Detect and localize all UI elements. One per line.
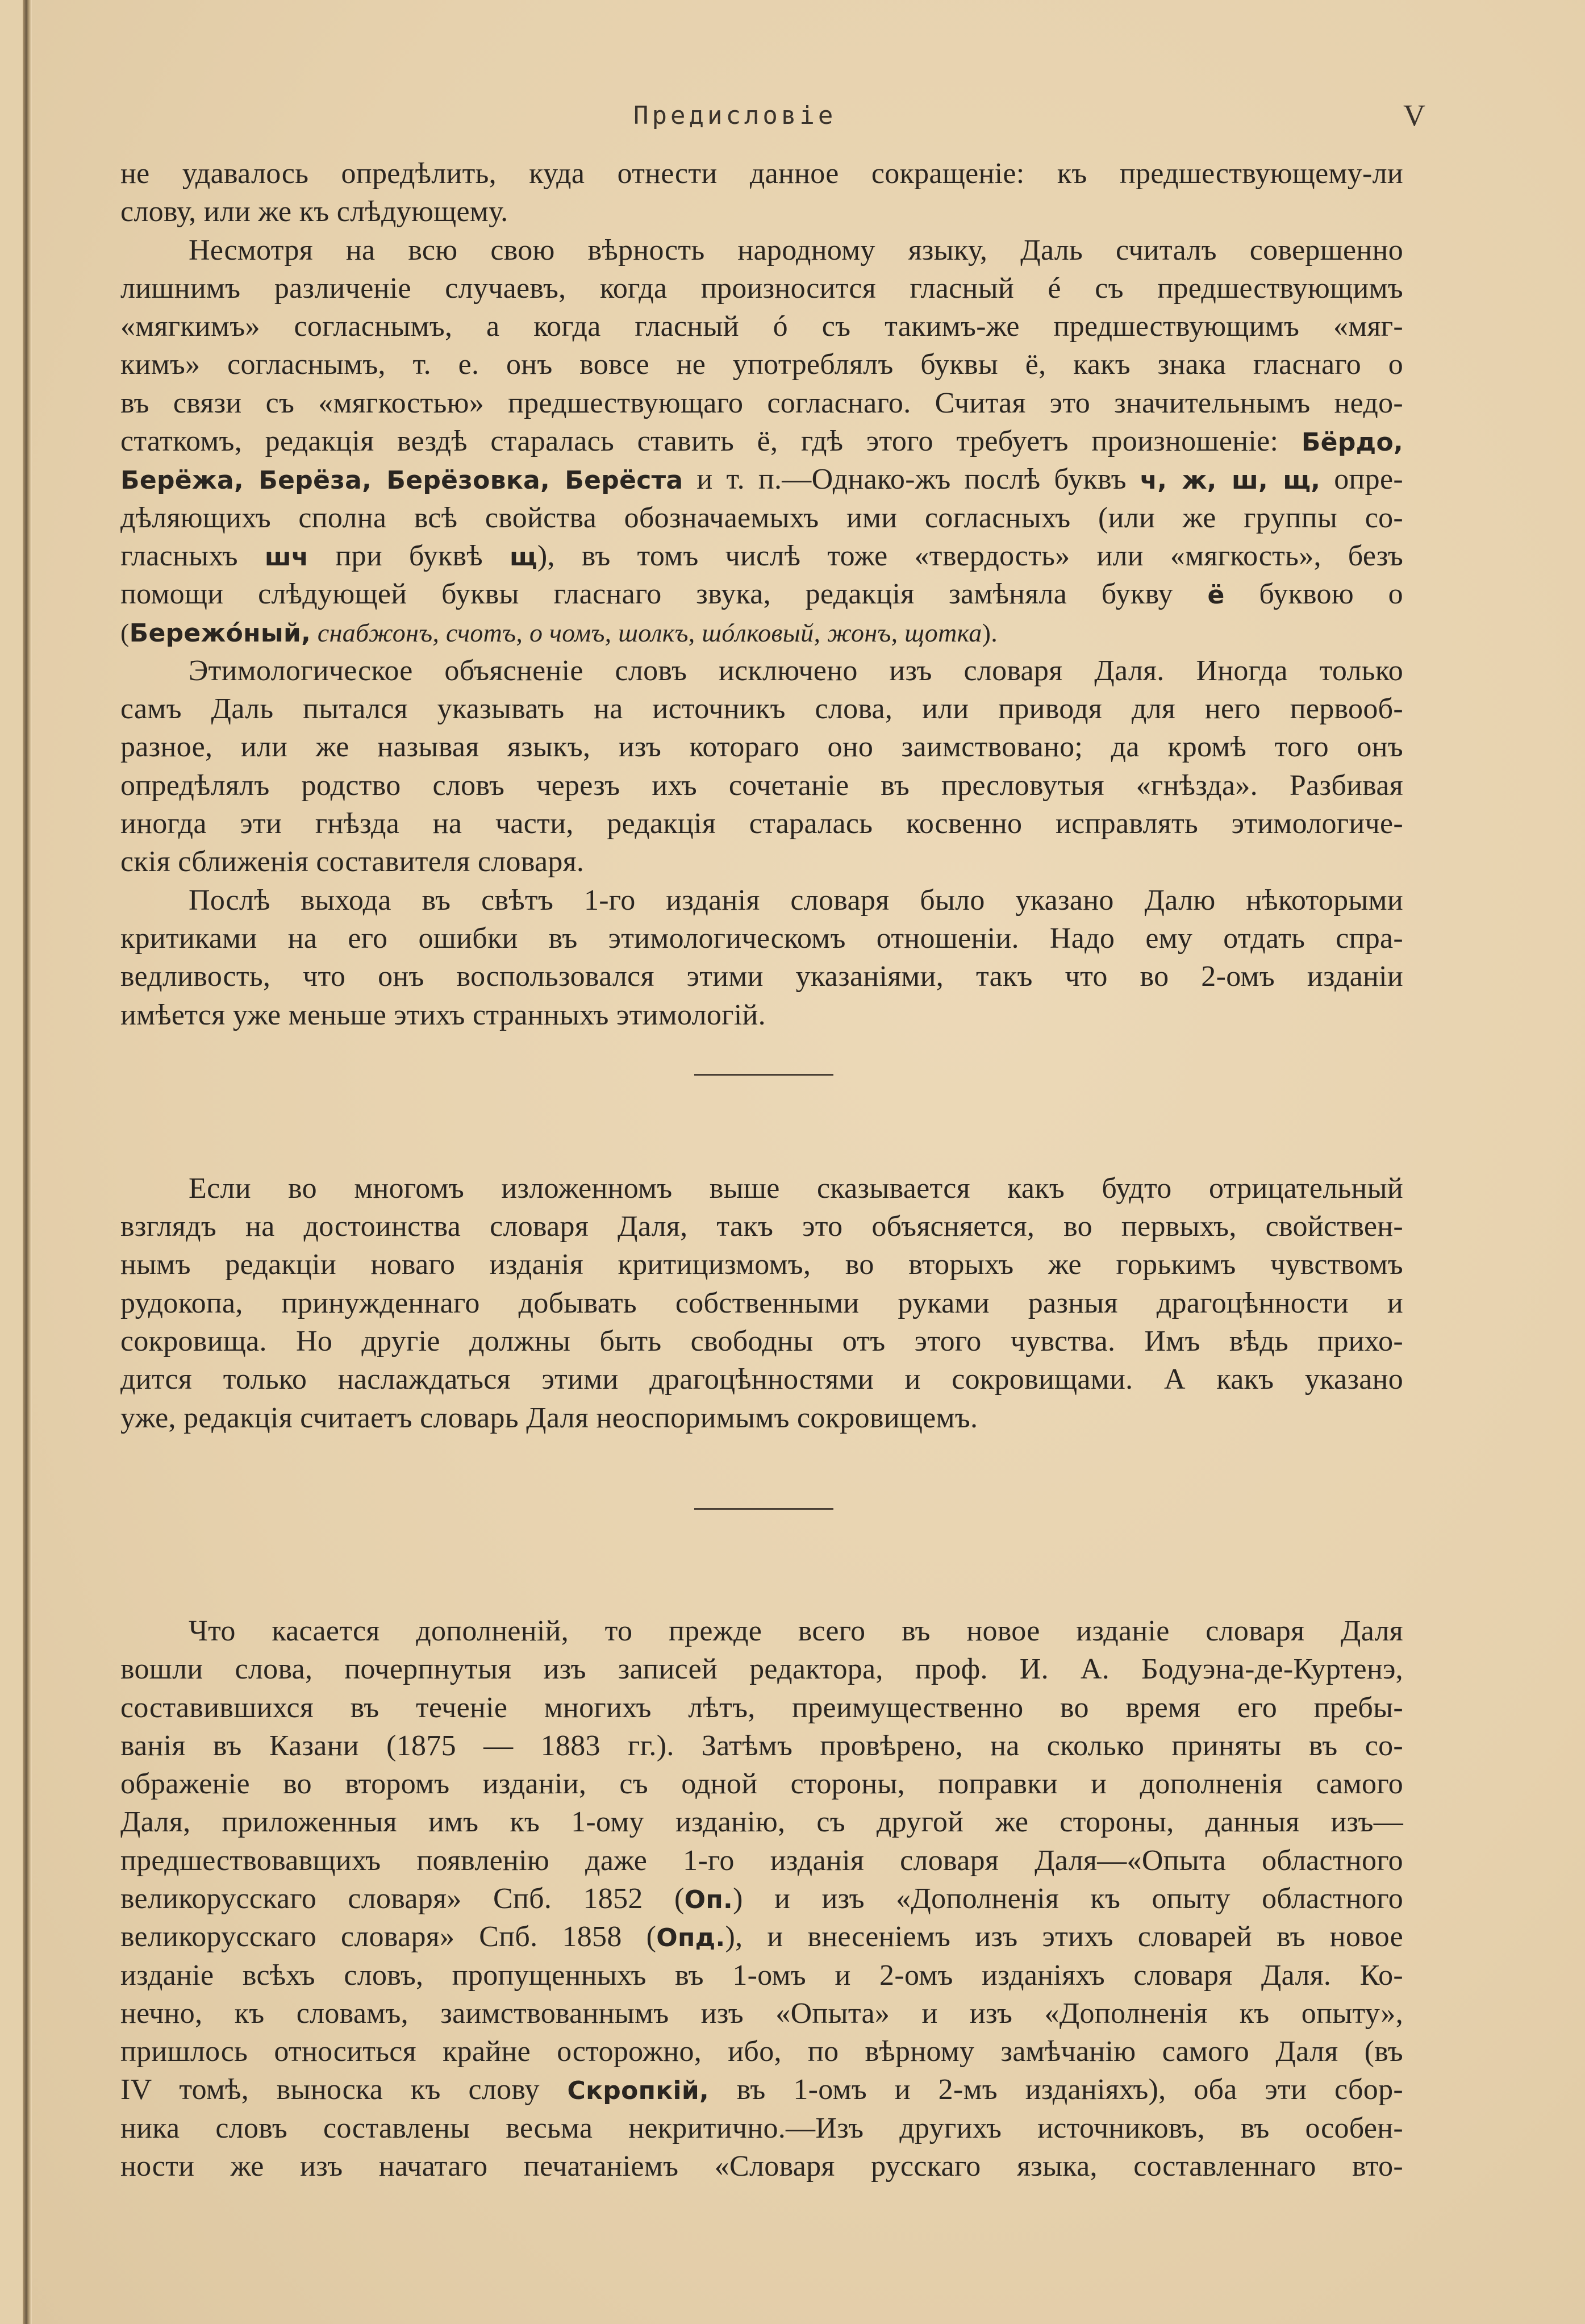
italic-examples: снабжонъ, счотъ, о чомъ, шолкъ, шóлковый, жонъ, щотка bbox=[311, 618, 982, 647]
text-line: вошли слова, почерпнутыя изъ записей редактора, проф. И. А. Бодуэна-де-Куртенэ, bbox=[120, 1653, 1403, 1686]
text-line: не удавалось опредѣлить, куда отнести данное сокращеніе: къ предшествующему-ли bbox=[120, 157, 1403, 190]
text-line: составившихся въ теченіе многихъ лѣтъ, преимущественно во время его пребы- bbox=[120, 1691, 1403, 1724]
text-line: опредѣлялъ родство словъ черезъ ихъ сочетаніе въ пресловутыя «гнѣзда». Разбивая bbox=[120, 769, 1403, 802]
text-line bbox=[120, 422, 1403, 460]
text-line bbox=[120, 2071, 1403, 2109]
bold-headword: Скропкій, bbox=[567, 2076, 710, 2106]
bold-letters: шч bbox=[264, 542, 309, 572]
text-line: ности же изъ начатаго печатаніемъ «Словаря русскаго языка, составленнаго вто- bbox=[120, 2150, 1403, 2183]
text-span: ). bbox=[982, 618, 998, 647]
text-line: скія сближенія составителя словаря. bbox=[120, 846, 585, 878]
page-number: V bbox=[1403, 98, 1425, 132]
text-line: слову, или же къ слѣдующему. bbox=[120, 195, 508, 228]
text-line: имѣется уже меньше этихъ странныхъ этимологій. bbox=[120, 998, 766, 1031]
text-span: и т. п.—Однако-жъ послѣ буквъ bbox=[683, 463, 1140, 496]
text-line: дѣляющихъ сполна всѣ свойства обозначаемыхъ ими согласныхъ (или же группы со- bbox=[120, 501, 1403, 534]
text-line: разное, или же называя языкъ, изъ котораго оно заимствовано; да кромѣ того онъ bbox=[120, 731, 1403, 764]
text-line: изданіе всѣхъ словъ, пропущенныхъ въ 1-омъ и 2-омъ изданіяхъ словаря Даля. Ко- bbox=[120, 1959, 1403, 1992]
text-span: помощи слѣдующей буквы гласнаго звука, редакція замѣняла букву bbox=[120, 578, 1208, 611]
bold-headword: Бережóный, bbox=[129, 618, 311, 648]
text-span: ) и изъ «Дополненія къ опыту областного bbox=[733, 1882, 1403, 1915]
text-line: самъ Даль пытался указывать на источникъ слова, или приводя для него первооб- bbox=[120, 693, 1403, 726]
text-line: ника словъ составлены весьма некритично.—Изъ другихъ источниковъ, въ особен- bbox=[120, 2111, 1403, 2144]
text-span: ), въ томъ числѣ тоже «твердость» или «мягкость», безъ bbox=[537, 539, 1404, 572]
text-line: Этимологическое объясненіе словъ исключено изъ словаря Даля. Иногда только bbox=[189, 654, 1403, 687]
running-title: Предисловіе bbox=[633, 101, 837, 130]
body-text bbox=[120, 155, 1403, 2185]
text-span: великорусскаго словаря» Спб. 1858 ( bbox=[120, 1921, 657, 1954]
text-span: гласныхъ bbox=[120, 539, 265, 572]
text-line: ображеніе во второмъ изданіи, съ одной стороны, поправки и дополненія самого bbox=[120, 1768, 1403, 1801]
text-line: нечно, къ словамъ, заимствованнымъ изъ «Опыта» и изъ «Дополненія къ опыту», bbox=[120, 1997, 1403, 2030]
text-line: уже, редакція считаетъ словарь Даля неоспоримымъ сокровищемъ. bbox=[120, 1401, 978, 1434]
text-span: буквою о bbox=[1224, 578, 1403, 611]
spacer bbox=[120, 1437, 1403, 1508]
bold-abbrev: Опд. bbox=[656, 1923, 725, 1953]
text-span: ( bbox=[120, 618, 130, 647]
spacer bbox=[120, 1076, 1403, 1169]
text-line: предшествовавщихъ появленію даже 1-го изданія словаря Даля—«Опыта областного bbox=[120, 1844, 1403, 1877]
text-line: критиками на его ошибки въ этимологическомъ отношеніи. Надо ему отдать спра- bbox=[120, 922, 1403, 955]
facing-page-edge bbox=[0, 0, 23, 2324]
text-line: ведливость, что онъ воспользовался этими указаніями, такъ что во 2-омъ изданіи bbox=[120, 960, 1403, 993]
bold-letters: щ bbox=[509, 542, 537, 572]
bold-letters: ч, ж, ш, щ, bbox=[1140, 466, 1321, 495]
text-line: нымъ редакціи новаго изданія критицизмомъ, во вторыхъ же горькимъ чувствомъ bbox=[120, 1248, 1403, 1281]
text-span: великорусскаго словаря» Спб. 1852 ( bbox=[120, 1882, 685, 1915]
text-span: ), и внесеніемъ изъ этихъ словарей въ новое bbox=[725, 1921, 1403, 1954]
text-line bbox=[120, 1880, 1403, 1918]
text-line bbox=[120, 537, 1403, 575]
text-span: въ 1-омъ и 2-мъ изданіяхъ), оба эти сбор- bbox=[709, 2073, 1403, 2106]
bold-abbrev: Оп. bbox=[684, 1885, 733, 1914]
text-span: IV томѣ, выноска къ слову bbox=[120, 2073, 568, 2106]
text-line: Если во многомъ изложенномъ выше сказывается какъ будто отрицательный bbox=[189, 1172, 1403, 1205]
text-line: Несмотря на всю свою вѣрность народному языку, Даль считалъ совершенно bbox=[189, 234, 1403, 266]
text-line bbox=[120, 614, 1403, 652]
text-span: опре- bbox=[1320, 463, 1403, 496]
bold-headword: Бёрдо, bbox=[1301, 428, 1403, 457]
text-line: ванія въ Казани (1875 — 1883 гг.). Затѣмъ провѣрено, на сколько приняты въ со- bbox=[120, 1729, 1403, 1762]
text-line: кимъ» согласнымъ, т. е. онъ вовсе не употреблялъ буквы ё, какъ знака гласнаго о bbox=[120, 348, 1403, 381]
text-line: взглядъ на достоинства словаря Даля, такъ это объясняется, во первыхъ, свойствен- bbox=[120, 1210, 1403, 1243]
binding-shadow bbox=[23, 0, 31, 2324]
text-line: рудокопа, принужденнаго добывать собственными руками разныя драгоцѣнности и bbox=[120, 1286, 1403, 1319]
text-line bbox=[120, 1918, 1403, 1956]
text-line: иногда эти гнѣзда на части, редакція старалась косвенно исправлять этимологиче- bbox=[120, 807, 1403, 840]
running-head bbox=[0, 98, 1585, 135]
bold-headword: Берёжа, Берёза, Берёзовка, Берёста bbox=[120, 466, 683, 495]
text-span: статкомъ, редакція вездѣ старалась ставить ё, гдѣ этого требуетъ произношеніе: bbox=[120, 425, 1279, 458]
text-line bbox=[120, 460, 1403, 498]
text-line: въ связи съ «мягкостью» предшествующаго согласнаго. Считая это значительнымъ недо- bbox=[120, 386, 1403, 419]
text-line: пришлось относиться крайне осторожно, ибо, по вѣрному замѣчанію самого Даля (въ bbox=[120, 2035, 1403, 2068]
text-line: Что касается дополненій, то прежде всего въ новое изданіе словаря Даля bbox=[189, 1614, 1403, 1647]
text-line: лишнимъ различеніе случаевъ, когда произносится гласный é съ предшествующимъ bbox=[120, 272, 1403, 305]
text-line: дится только наслаждаться этими драгоцѣнностями и сокровищами. А какъ указано bbox=[120, 1363, 1403, 1396]
text-line: «мягкимъ» согласнымъ, а когда гласный ó съ такимъ-же предшествующимъ «мяг- bbox=[120, 310, 1403, 343]
text-span: при буквѣ bbox=[308, 539, 510, 572]
text-line: Даля, приложенныя имъ къ 1-ому изданію, съ другой же стороны, данныя изъ— bbox=[120, 1806, 1403, 1839]
bold-letters: ё bbox=[1207, 581, 1225, 610]
text-line: Послѣ выхода въ свѣтъ 1-го изданія словаря было указано Далю нѣкоторыми bbox=[189, 884, 1403, 917]
spacer bbox=[120, 1034, 1403, 1074]
text-line: сокровища. Но другіе должны быть свободны отъ этого чувства. Имъ вѣдь прихо- bbox=[120, 1325, 1403, 1358]
spacer bbox=[120, 1510, 1403, 1612]
text-line bbox=[120, 575, 1403, 613]
